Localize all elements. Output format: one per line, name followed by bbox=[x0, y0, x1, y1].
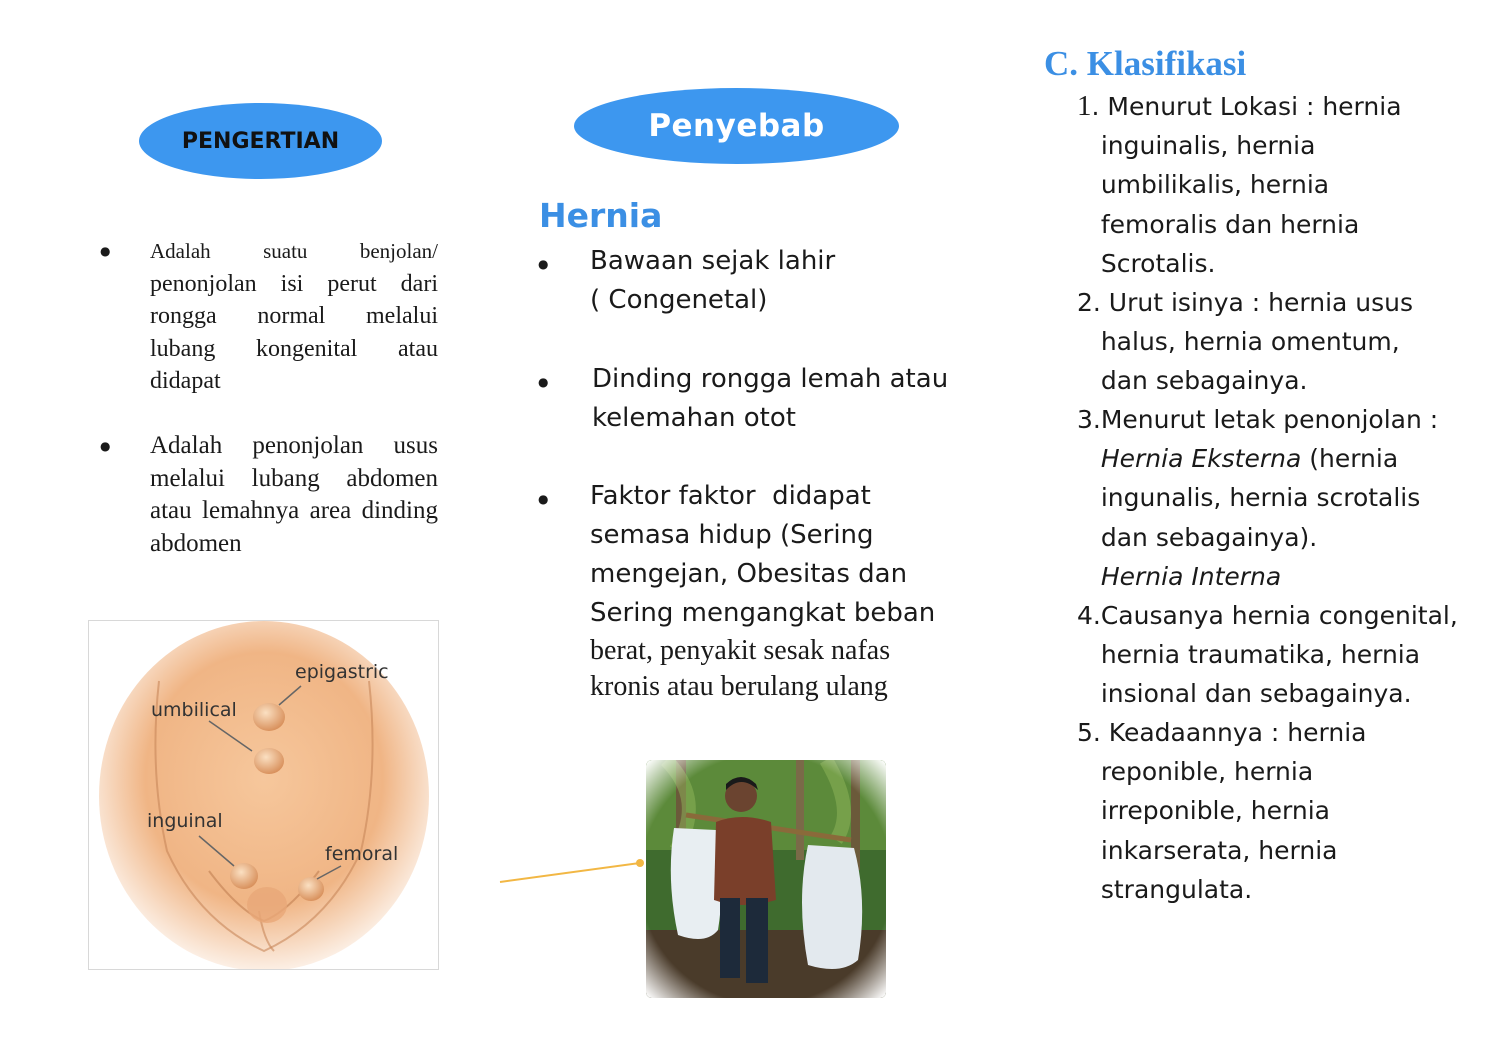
klasifikasi-item-text: 3.Menurut letak penonjolan : bbox=[1077, 405, 1439, 434]
klasifikasi-item-5 bbox=[1077, 713, 1366, 909]
klasifikasi-item-italic: Hernia Eksterna bbox=[1100, 444, 1302, 474]
pengertian-item bbox=[96, 430, 438, 560]
klasifikasi-item-text: 2. Urut isinya : hernia usus halus, hernia omentum, dan sebagainya. bbox=[1077, 288, 1414, 396]
klasifikasi-item-4 bbox=[1077, 596, 1458, 714]
bullet-icon: ● bbox=[538, 375, 549, 389]
pengertian-item bbox=[96, 235, 438, 398]
cause-item-text-serif: berat, penyakit sesak nafas kronis atau berulang ulang bbox=[590, 635, 891, 702]
cause-item-acquired bbox=[538, 477, 935, 705]
cause-item-text: Dinding rongga lemah atau kelemahan otot bbox=[592, 364, 949, 433]
label-femoral: femoral bbox=[325, 843, 399, 865]
klasifikasi-item-italic: Hernia Interna bbox=[1100, 561, 1282, 591]
hernia-subheading: Hernia bbox=[539, 196, 663, 235]
label-umbilical: umbilical bbox=[151, 699, 237, 721]
klasifikasi-item-text: 4.Causanya hernia congenital, hernia traumatika, hernia insional dan sebagainya. bbox=[1077, 601, 1458, 709]
cause-item-congenital bbox=[538, 242, 835, 320]
klasifikasi-item-text: (hernia ingunalis, hernia scrotalis dan sebagainya). bbox=[1100, 444, 1421, 552]
cause-item-text: Faktor faktor didapat semasa hidup (Sering mengejan, Obesitas dan Sering mengangkat beban bbox=[590, 481, 936, 628]
pengertian-heading-oval bbox=[139, 103, 382, 179]
pengertian-list-1 bbox=[96, 235, 438, 398]
cause-item-weak-wall bbox=[538, 360, 948, 438]
pengertian-item-line1: Adalah suatu benjolan/ bbox=[150, 239, 438, 263]
klasifikasi-heading: C. Klasifikasi bbox=[1044, 44, 1247, 83]
man-carrying-load-photo bbox=[646, 760, 886, 998]
bullet-icon: ● bbox=[100, 439, 111, 453]
pointer-line-icon bbox=[498, 855, 648, 885]
klasifikasi-item-text: . Menurut Lokasi : hernia inguinalis, hernia umbilikalis, hernia femoralis dan hernia Scrotalis. bbox=[1091, 92, 1402, 278]
klasifikasi-item-3 bbox=[1077, 400, 1438, 596]
cause-item-text: Bawaan sejak lahir ( Congenetal) bbox=[590, 246, 836, 315]
pengertian-item-rest: penonjolan isi perut dari rongga normal melalui lubang kongenital atau didapat bbox=[150, 270, 438, 394]
label-epigastric: epigastric bbox=[295, 661, 389, 683]
klasifikasi-item-number: 1 bbox=[1077, 90, 1092, 122]
penyebab-heading: Penyebab bbox=[648, 108, 825, 144]
penyebab-heading-oval bbox=[574, 88, 899, 164]
klasifikasi-item-2 bbox=[1077, 283, 1413, 401]
carrier-figure bbox=[646, 760, 886, 998]
klasifikasi-item-1 bbox=[1077, 87, 1402, 283]
pengertian-item-text: Adalah penonjolan usus melalui lubang abdomen atau lemahnya area dinding abdomen bbox=[150, 432, 438, 557]
klasifikasi-item-text: 5. Keadaannya : hernia reponible, hernia irreponible, hernia inkarserata, hernia strangulata. bbox=[1077, 718, 1367, 904]
abdomen-hernia-illustration bbox=[88, 620, 439, 970]
bullet-icon: ● bbox=[100, 244, 111, 258]
label-inguinal: inguinal bbox=[147, 810, 223, 832]
pengertian-list-2 bbox=[96, 430, 438, 560]
pengertian-heading: PENGERTIAN bbox=[181, 128, 340, 154]
bullet-icon: ● bbox=[538, 257, 549, 271]
bullet-icon: ● bbox=[538, 492, 549, 506]
